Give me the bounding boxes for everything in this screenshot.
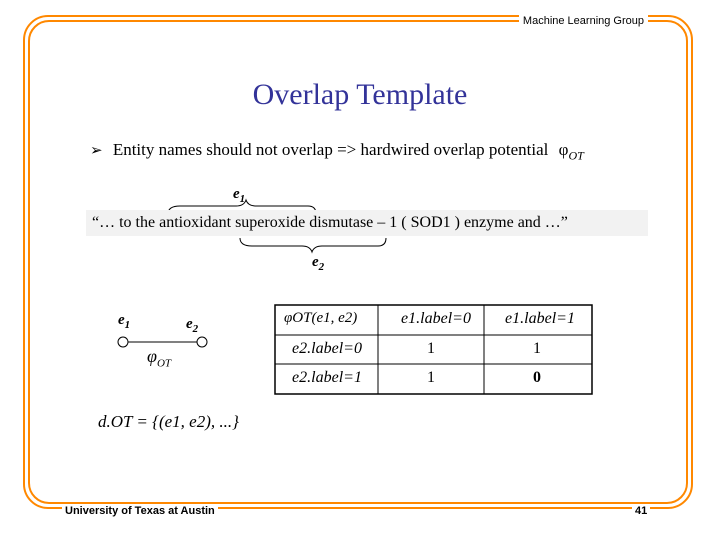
graph-edge-label: $\varphi_{OT}$ <box>147 346 172 370</box>
graph-node-e1-label: $e_1$ <box>118 312 131 331</box>
bullet-phi-sub: OT <box>568 148 584 163</box>
bullet-text: Entity names should not overlap => hardwired overlap potential <box>112 140 549 159</box>
table-row1-label: e2.label=0 <box>292 340 362 357</box>
graph-node-e1 <box>118 337 128 347</box>
entity-e2-label-bottom: $e_2$ <box>312 254 325 273</box>
page-number: 41 <box>632 505 650 517</box>
table-col2-header: e1.label=1 <box>505 310 575 327</box>
ot-formula: d.OT = {(e1, e2), ...} <box>98 412 239 431</box>
table-cell: 1 <box>427 369 435 386</box>
bullet-phi: φ <box>558 140 569 159</box>
table-phi-header: φOT(e1, e2) <box>284 310 358 326</box>
bullet-point <box>90 140 584 163</box>
entity-e1-label-top: $e_1$ <box>233 186 246 205</box>
table-cell: 1 <box>427 340 435 357</box>
header-group-label: Machine Learning Group <box>519 15 648 27</box>
bullet-arrow-icon: ➢ <box>90 143 103 159</box>
table-row2-label: e2.label=1 <box>292 369 362 386</box>
quote-sentence: “… to the antioxidant superoxide dismutase – 1 ( SOD1 ) enzyme and …” <box>92 214 568 231</box>
graph-node-e2-label: $e_2$ <box>186 316 199 335</box>
table-cell: 1 <box>533 340 541 357</box>
footer-institution: University of Texas at Austin <box>62 505 218 517</box>
graph-node-e2 <box>197 337 207 347</box>
slide-title: Overlap Template <box>252 78 468 111</box>
table-col1-header: e1.label=0 <box>401 310 471 327</box>
table-cell: 0 <box>533 369 541 386</box>
